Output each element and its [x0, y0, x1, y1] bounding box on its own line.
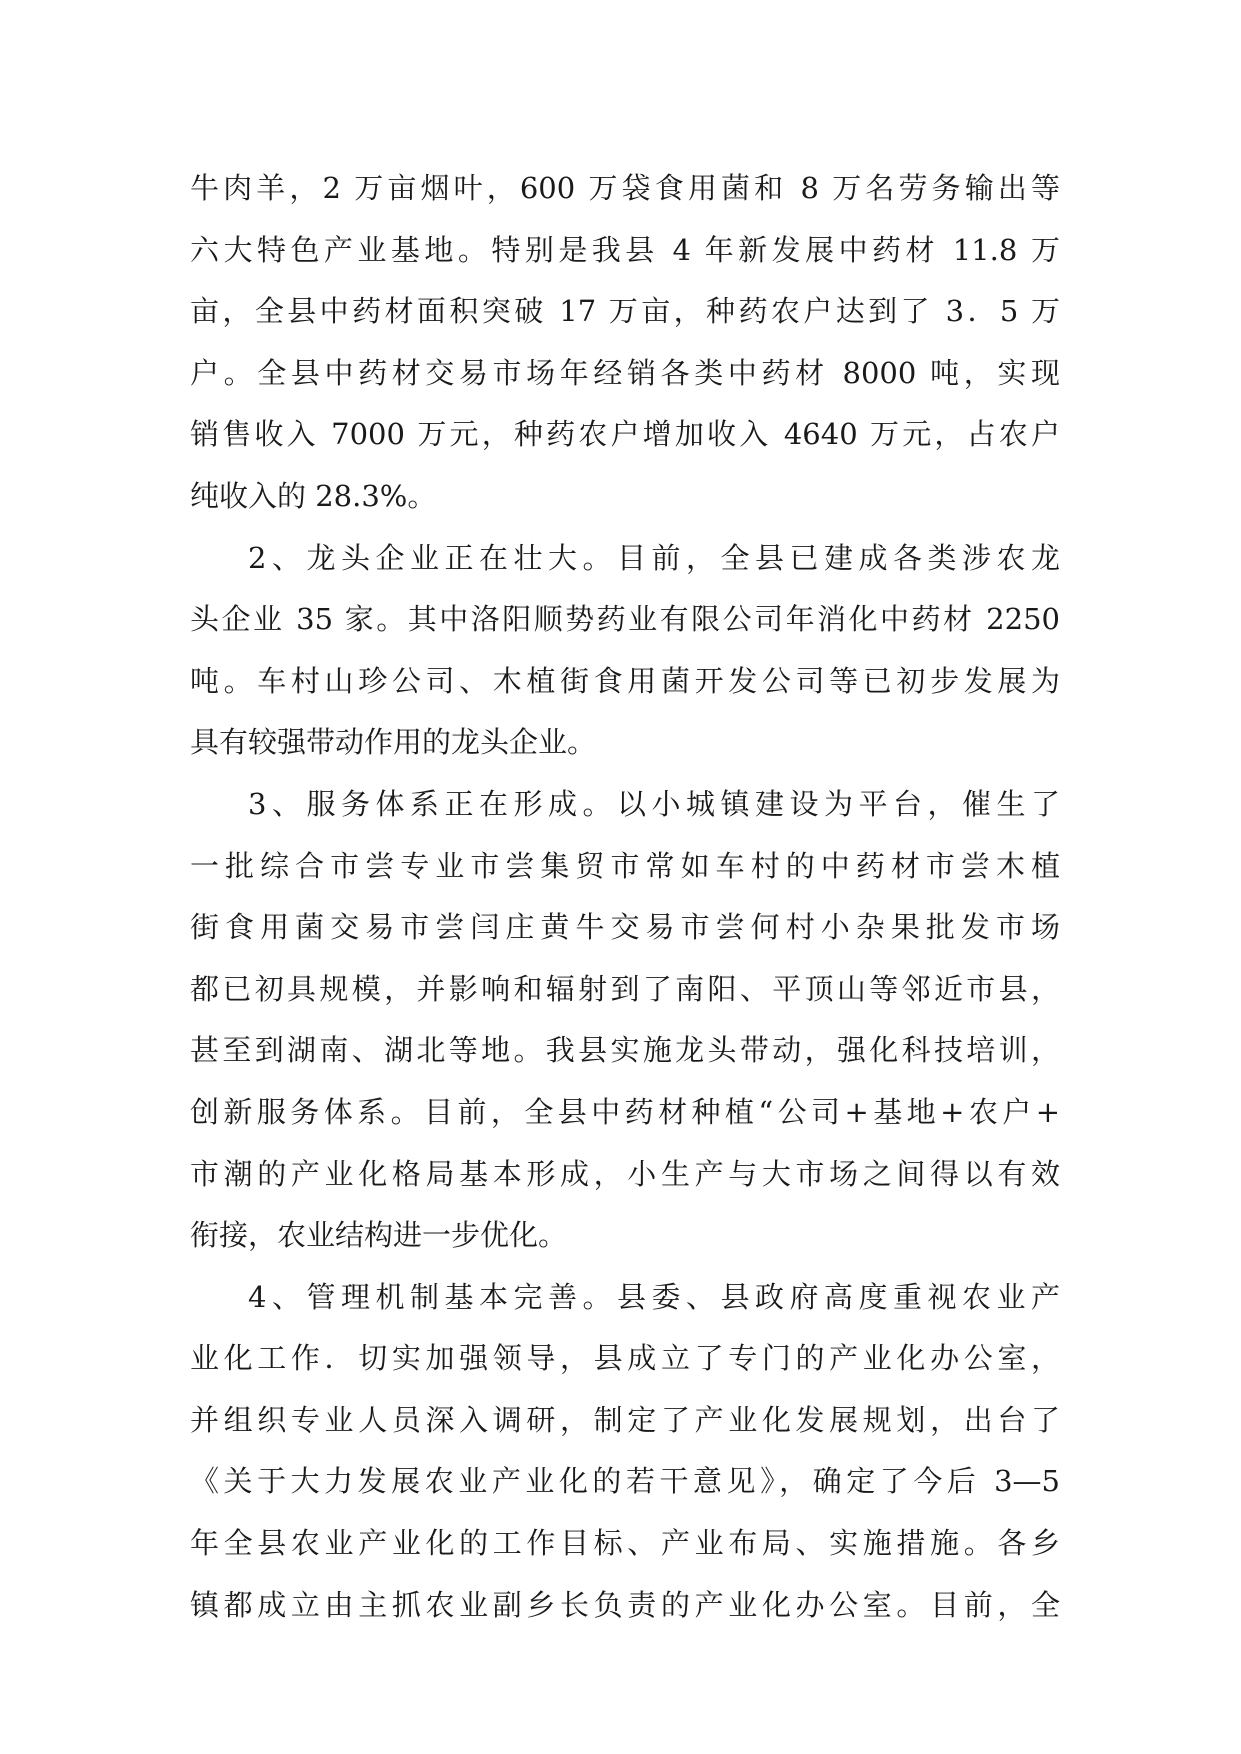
text-line: 亩，全县中药材面积突破 17 万亩，种药农户达到了 3．5 万 — [190, 294, 1060, 329]
paragraph-start: 3、服务体系正在形成。以小城镇建设为平台，催生了 — [248, 786, 1060, 821]
text-line: 纯收入的 28.3%。 — [190, 478, 437, 513]
text-line: 创新服务体系。目前，全县中药材种植“公司+基地+农户+ — [190, 1094, 1060, 1129]
text-line: 《关于大力发展农业产业化的若干意见》，确定了今后 3—5 — [190, 1464, 1060, 1499]
text-line: 销售收入 7000 万元，种药农户增加收入 4640 万元，占农户 — [190, 417, 1060, 452]
body-text — [190, 158, 1060, 1636]
text-line: 户。全县中药材交易市场年经销各类中药材 8000 吨，实现 — [190, 355, 1060, 390]
text-line: 一批综合市尝专业市尝集贸市常如车村的中药材市尝木植 — [190, 848, 1060, 883]
text-line: 市潮的产业化格局基本形成，小生产与大市场之间得以有效 — [190, 1156, 1060, 1191]
text-line: 业化工作．切实加强领导，县成立了专门的产业化办公室， — [190, 1341, 1060, 1376]
text-line: 街食用菌交易市尝闫庄黄牛交易市尝何村小杂果批发市场 — [190, 910, 1060, 945]
text-line: 镇都成立由主抓农业副乡长负责的产业化办公室。目前，全 — [190, 1587, 1060, 1622]
text-line: 吨。车村山珍公司、木植街食用菌开发公司等已初步发展为 — [190, 663, 1060, 698]
text-line: 年全县农业产业化的工作目标、产业布局、实施措施。各乡 — [190, 1526, 1060, 1561]
paragraph-start: 2、龙头企业正在壮大。目前，全县已建成各类涉农龙 — [248, 540, 1060, 575]
text-line: 衔接，农业结构进一步优化。 — [190, 1218, 568, 1253]
text-line: 都已初具规模，并影响和辐射到了南阳、平顶山等邻近市县， — [190, 971, 1060, 1006]
text-line: 六大特色产业基地。特别是我县 4 年新发展中药材 11.8 万 — [190, 232, 1060, 267]
text-line: 并组织专业人员深入调研，制定了产业化发展规划，出台了 — [190, 1402, 1060, 1437]
paragraph-start: 4、管理机制基本完善。县委、县政府高度重视农业产 — [248, 1279, 1060, 1314]
text-line: 牛肉羊，2 万亩烟叶，600 万袋食用菌和 8 万名劳务输出等 — [190, 171, 1060, 205]
text-line: 具有较强带动作用的龙头企业。 — [190, 725, 597, 760]
text-line: 头企业 35 家。其中洛阳顺势药业有限公司年消化中药材 2250 — [190, 602, 1060, 637]
text-line: 甚至到湖南、湖北等地。我县实施龙头带动，强化科技培训， — [190, 1033, 1060, 1068]
